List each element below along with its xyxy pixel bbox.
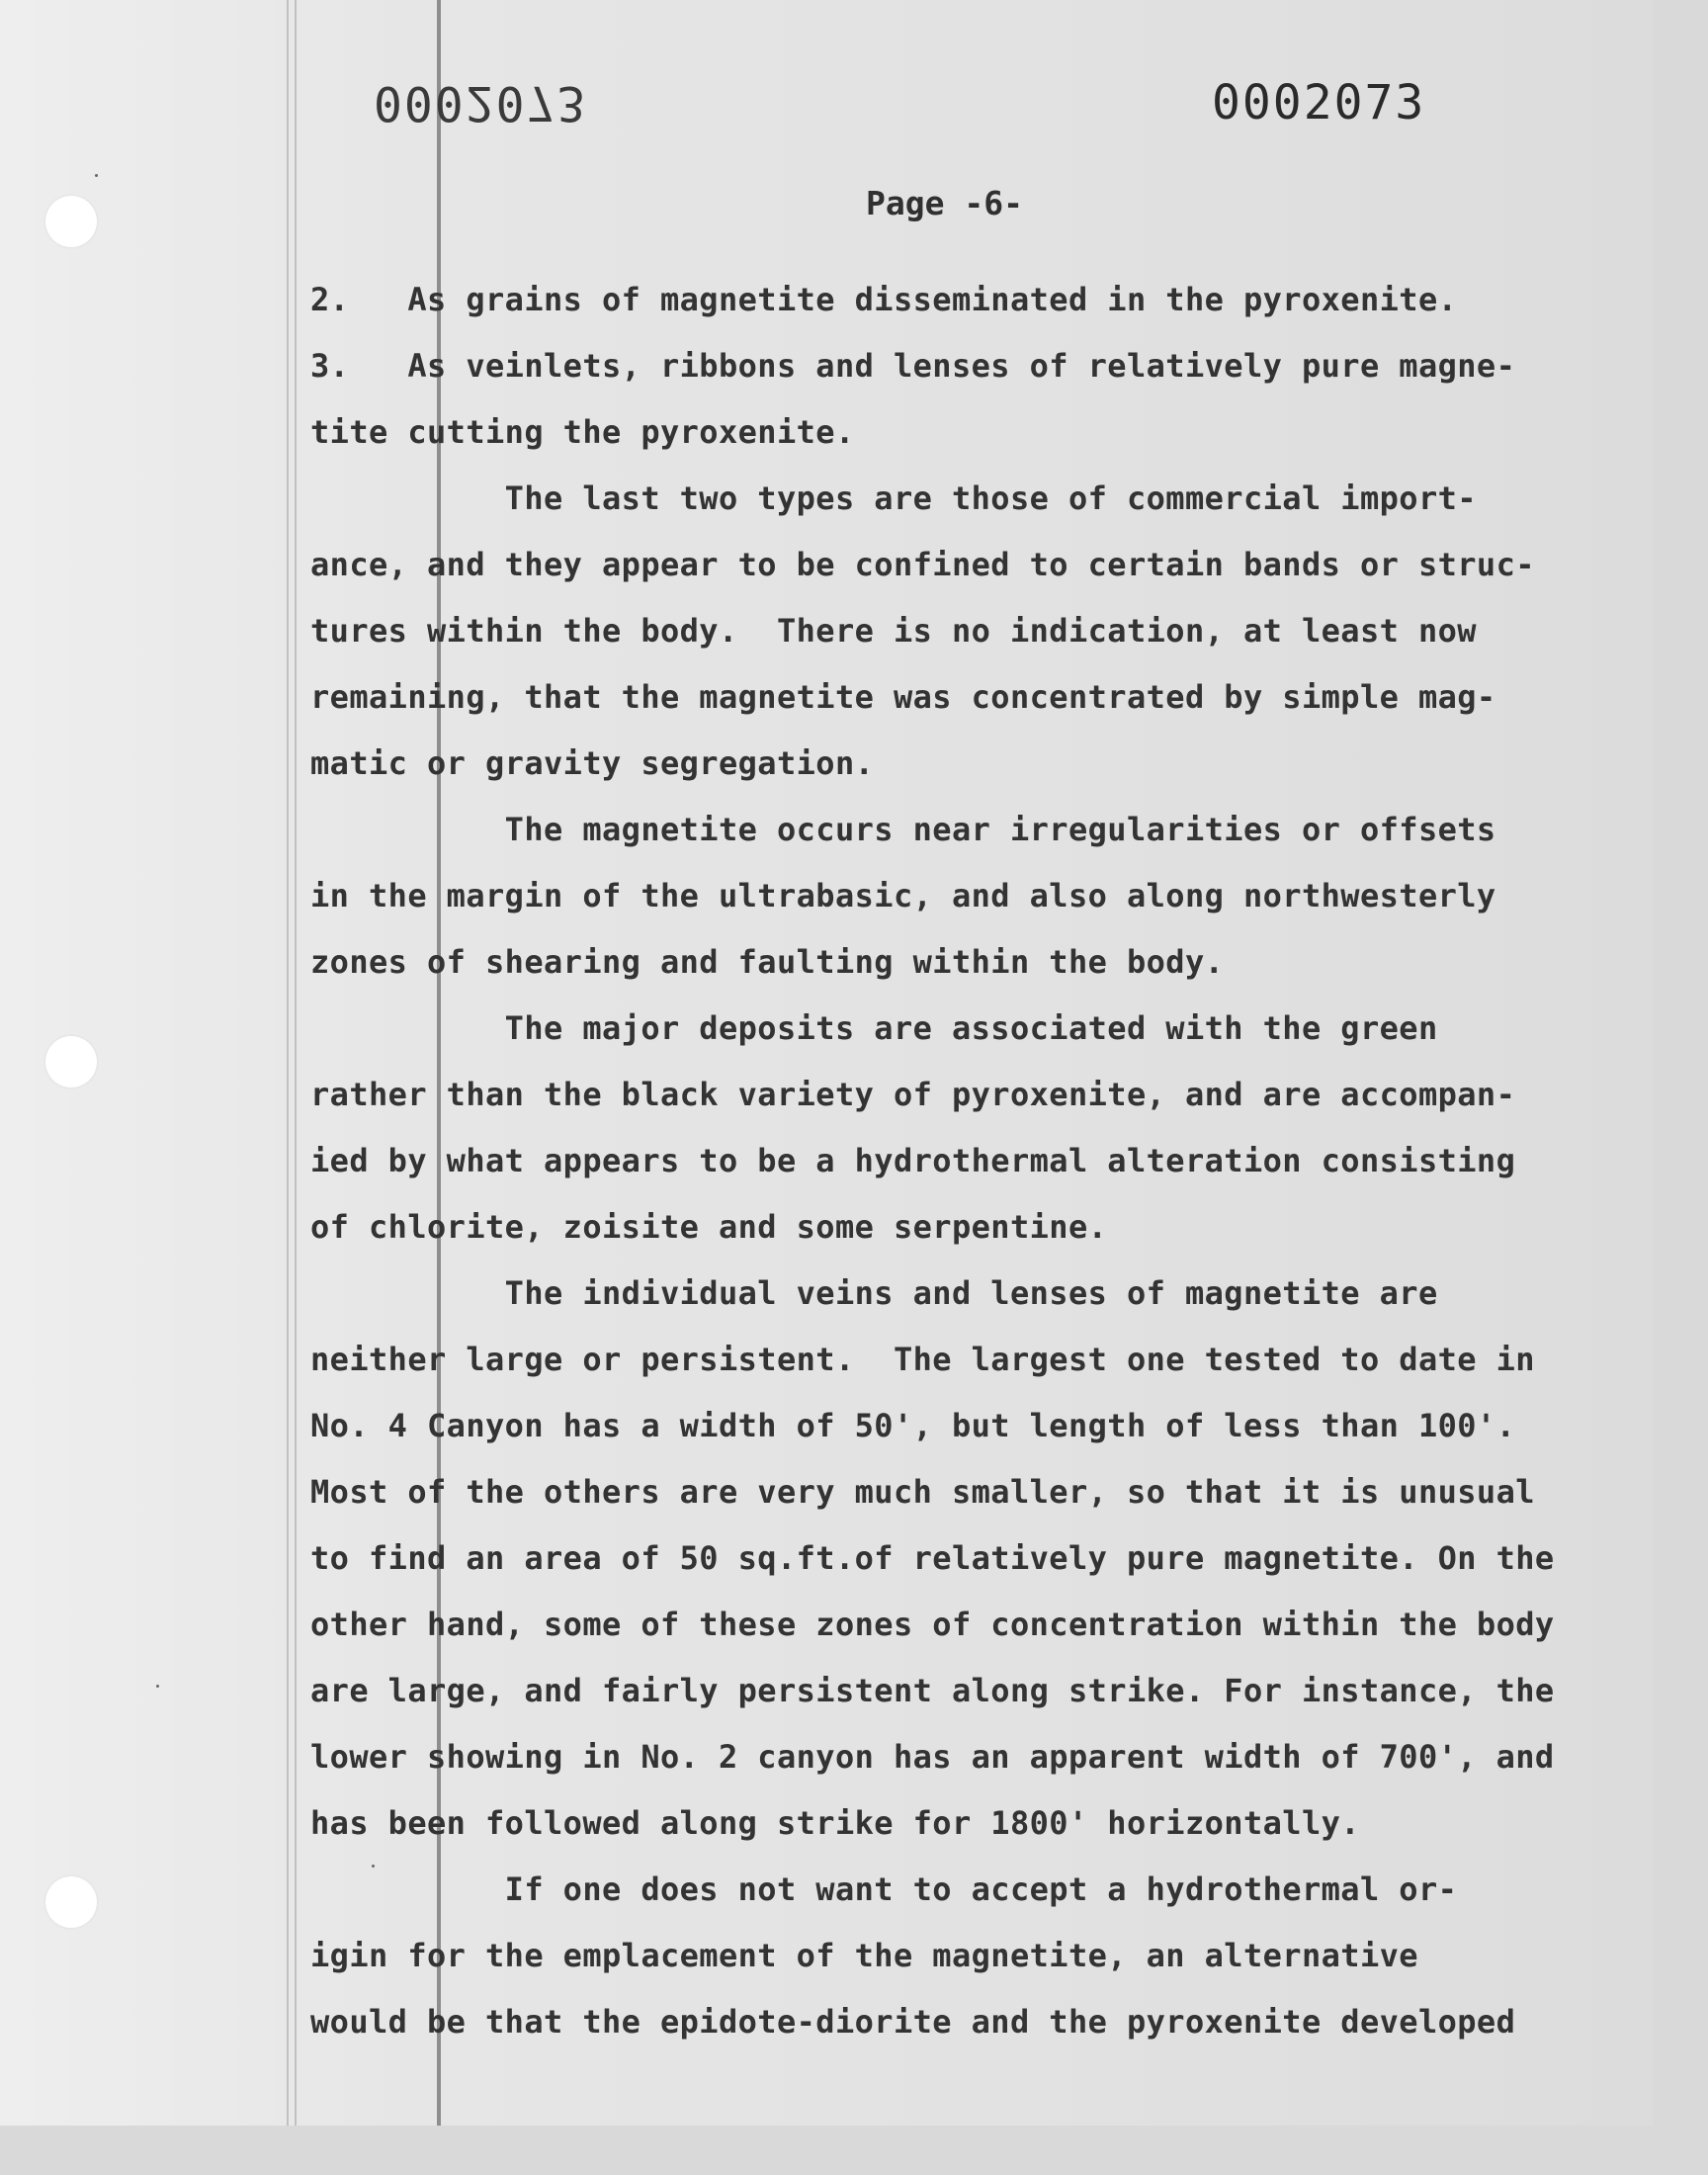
text-line: other hand, some of these zones of concentration within the body [310, 1606, 1555, 1643]
scan-speck [156, 1685, 159, 1688]
text-line: ied by what appears to be a hydrothermal alteration consisting [310, 1142, 1516, 1179]
text-line: 2. As grains of magnetite disseminated in the pyroxenite. [310, 281, 1458, 318]
punch-hole-bottom [45, 1876, 97, 1928]
text-line: of chlorite, zoisite and some serpentine. [310, 1208, 1108, 1246]
text-line: Most of the others are very much smaller, so that it is unusual [310, 1473, 1535, 1511]
document-number: 0002073 [1212, 75, 1426, 130]
text-line: The last two types are those of commercial import- [310, 479, 1477, 517]
punch-hole-middle [45, 1036, 97, 1088]
text-line: matic or gravity segregation. [310, 744, 875, 782]
text-line: to find an area of 50 sq.ft.of relatively pure magnetite. On the [310, 1539, 1555, 1577]
text-line: zones of shearing and faulting within the body. [310, 943, 1225, 981]
page-number-heading: Page -6- [866, 184, 1023, 222]
text-line: 3. As veinlets, ribbons and lenses of relatively pure magne- [310, 347, 1516, 385]
text-line: ance, and they appear to be confined to certain bands or struc- [310, 546, 1535, 583]
text-line: has been followed along strike for 1800' horizontally. [310, 1804, 1360, 1842]
text-line: remaining, that the magnetite was concentrated by simple mag- [310, 678, 1496, 716]
text-line: would be that the epidote-diorite and the pyroxenite developed [310, 2003, 1516, 2041]
margin-rule-inner [295, 0, 297, 2126]
text-line: tite cutting the pyroxenite. [310, 413, 855, 451]
text-line: igin for the emplacement of the magnetite, an alternative [310, 1937, 1418, 1974]
scan-speck [372, 1865, 375, 1868]
text-line: in the margin of the ultrabasic, and also along northwesterly [310, 877, 1496, 914]
text-line: rather than the black variety of pyroxenite, and are accompan- [310, 1076, 1516, 1113]
text-line: The major deposits are associated with the green [310, 1009, 1438, 1047]
scan-speck [95, 174, 98, 177]
body-text [310, 0, 1605, 2041]
text-line: neither large or persistent. The largest one tested to date in [310, 1341, 1535, 1378]
mirrored-document-number: 0002073 [374, 75, 588, 130]
text-line: lower showing in No. 2 canyon has an apparent width of 700', and [310, 1738, 1555, 1776]
punch-hole-top [45, 196, 97, 247]
text-line: The magnetite occurs near irregularities or offsets [310, 811, 1496, 848]
text-line: The individual veins and lenses of magnetite are [310, 1274, 1438, 1312]
text-line: tures within the body. There is no indication, at least now [310, 612, 1477, 650]
text-line: are large, and fairly persistent along strike. For instance, the [310, 1672, 1555, 1709]
margin-rule-outer [287, 0, 289, 2126]
text-line: No. 4 Canyon has a width of 50', but length of less than 100'. [310, 1407, 1516, 1444]
text-line: If one does not want to accept a hydrothermal or- [310, 1870, 1458, 1908]
